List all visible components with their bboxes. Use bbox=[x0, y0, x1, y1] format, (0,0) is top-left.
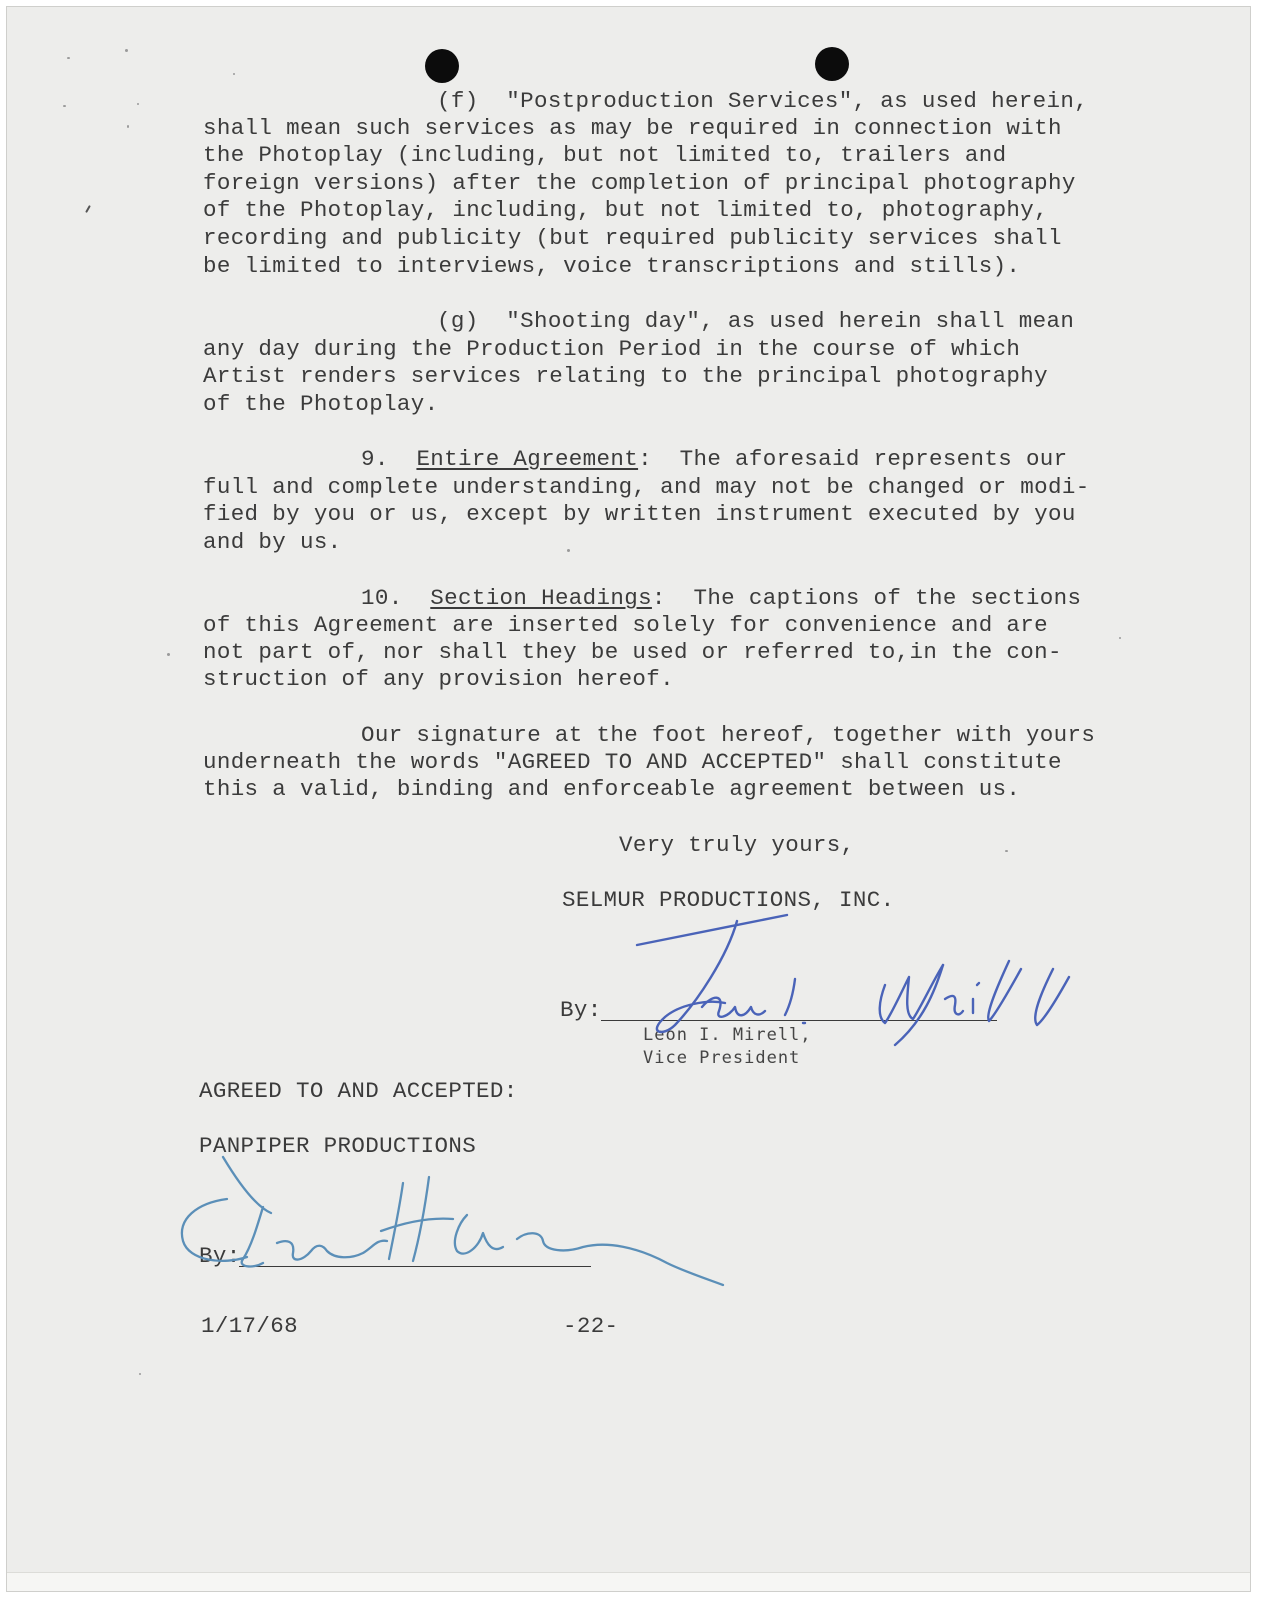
punch-hole-right bbox=[815, 47, 849, 81]
paragraph-10-line: of this Agreement are inserted solely for convenience and are bbox=[203, 612, 1048, 638]
acceptance-by-label: By: bbox=[199, 1243, 241, 1269]
paragraph-9-number: 9. bbox=[361, 446, 389, 472]
closing-company: SELMUR PRODUCTIONS, INC. bbox=[562, 887, 895, 913]
acceptance-heading: AGREED TO AND ACCEPTED: bbox=[199, 1078, 518, 1104]
document-page bbox=[6, 6, 1251, 1592]
paragraph-g-line: of the Photoplay. bbox=[203, 391, 439, 417]
signature-clause-line: this a valid, binding and enforceable agreement between us. bbox=[203, 776, 1021, 802]
closing-salutation: Very truly yours, bbox=[619, 832, 855, 858]
closing-by-label: By: bbox=[560, 997, 602, 1023]
paragraph-f-line: recording and publicity (but required publicity services shall bbox=[203, 225, 1062, 251]
paragraph-10-heading: Section Headings bbox=[430, 585, 652, 611]
paragraph-f-line: of the Photoplay, including, but not limited to, photography, bbox=[203, 197, 1048, 223]
paragraph-10-first-rest: : The captions of the sections bbox=[651, 585, 1082, 611]
paragraph-9-line: fied by you or us, except by written instrument executed by you bbox=[203, 501, 1076, 527]
paragraph-f-line: foreign versions) after the completion of principal photography bbox=[203, 170, 1076, 196]
paragraph-10-line: not part of, nor shall they be used or referred to,in the con- bbox=[203, 639, 1062, 665]
punch-hole-left bbox=[425, 49, 459, 83]
paragraph-f-line: be limited to interviews, voice transcriptions and stills). bbox=[203, 253, 1021, 279]
paragraph-f-first-line: (f) "Postproduction Services", as used herein, bbox=[437, 88, 1089, 114]
paper-bottom-edge bbox=[7, 1572, 1250, 1591]
signature-clause-line: underneath the words "AGREED TO AND ACCEPTED" shall constitute bbox=[203, 749, 1062, 775]
paragraph-f-line: shall mean such services as may be required in connection with bbox=[203, 115, 1062, 141]
signature-clause-first-line: Our signature at the foot hereof, together with yours bbox=[361, 722, 1096, 748]
paragraph-10-first-line bbox=[361, 585, 1081, 612]
mirell-signature bbox=[617, 907, 1097, 1057]
footer-date: 1/17/68 bbox=[201, 1313, 298, 1339]
paragraph-9-line: and by us. bbox=[203, 529, 342, 555]
paragraph-10-number: 10. bbox=[361, 585, 403, 611]
paragraph-9-first-rest: : The aforesaid represents our bbox=[638, 446, 1068, 472]
acceptance-company: PANPIPER PRODUCTIONS bbox=[199, 1133, 477, 1159]
closing-signer-title: Vice President bbox=[643, 1048, 801, 1068]
paragraph-g-line: any day during the Production Period in the course of which bbox=[203, 336, 1021, 362]
paragraph-10-line: struction of any provision hereof. bbox=[203, 666, 674, 692]
paragraph-g-line: Artist renders services relating to the principal photography bbox=[203, 363, 1048, 389]
paragraph-g-first-line: (g) "Shooting day", as used herein shall mean bbox=[437, 308, 1075, 334]
paragraph-9-heading: Entire Agreement bbox=[416, 446, 639, 472]
paragraph-f-line: the Photoplay (including, but not limited to, trailers and bbox=[203, 142, 1007, 168]
paragraph-9-line: full and complete understanding, and may not be changed or modi- bbox=[203, 474, 1090, 500]
paragraph-9-first-line bbox=[361, 446, 1068, 473]
closing-signer-name: Leon I. Mirell, bbox=[643, 1025, 812, 1045]
panpiper-signature bbox=[167, 1147, 747, 1297]
footer-page-number: -22- bbox=[563, 1313, 619, 1339]
